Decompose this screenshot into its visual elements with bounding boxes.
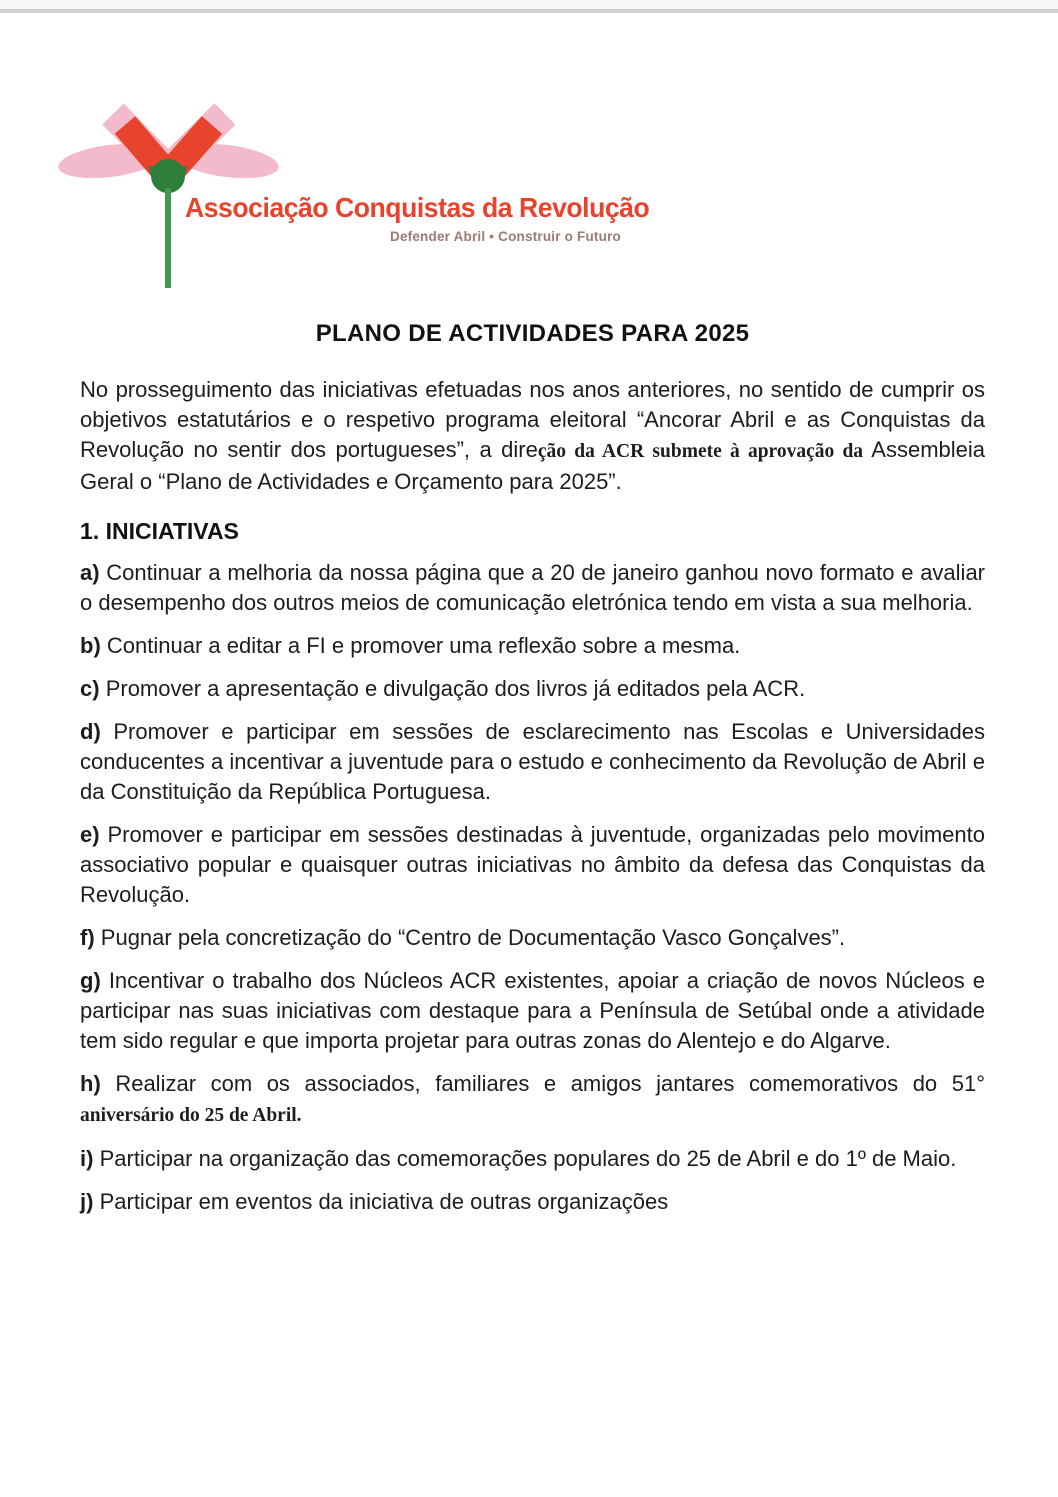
list-item <box>80 558 985 618</box>
text-run: Participar na organização das comemorações populares do 25 de Abril e do 1º de Maio. <box>99 1146 957 1171</box>
org-name: Associação Conquistas da Revolução <box>185 192 650 223</box>
text-run: Incentivar o trabalho dos Núcleos ACR existentes, apoiar a criação de novos Núcleos e participar nas suas iniciativas com destaque para a Península de Setúbal onde a atividade tem sido regular e que importa projetar para outras zonas do Alentejo e do Algarve. <box>80 968 985 1053</box>
item-label: g) <box>80 968 101 993</box>
item-label: d) <box>80 719 101 744</box>
list-item <box>80 923 985 953</box>
item-label: e) <box>80 822 100 847</box>
text-run: Participar em eventos da iniciativa de outras organizações <box>99 1189 669 1214</box>
item-label: c) <box>80 676 100 701</box>
document-content <box>80 320 985 1230</box>
text-run: No prosseguimento das iniciativas efetuadas nos anos anteriores, no sentido de cumprir os objetivos estatutários e o respetivo programa eleitoral “Ancorar Abril e as Conquistas da Revolução no sentir dos portugueses”, a dire <box>80 377 985 462</box>
list-item <box>80 1187 985 1217</box>
viewer-top-bar <box>0 0 1058 13</box>
item-label: b) <box>80 633 101 658</box>
text-run: Assembleia Geral o “Plano de Actividades e Orçamento para 2025”. <box>80 437 985 494</box>
item-label: a) <box>80 560 100 585</box>
text-run: Promover e participar em sessões destinadas à juventude, organizadas pelo movimento associativo popular e quaisquer outras iniciativas no âmbito da defesa das Conquistas da Revolução. <box>80 822 985 907</box>
list-item <box>80 674 985 704</box>
text-run: Promover e participar em sessões de esclarecimento nas Escolas e Universidades conducentes a incentivar a juventude para o estudo e conhecimento da Revolução de Abril e da Constituição da República Portuguesa. <box>80 719 985 804</box>
page-title: PLANO DE ACTIVIDADES PARA 2025 <box>315 320 750 347</box>
item-label: f) <box>80 925 95 950</box>
item-label: h) <box>80 1071 101 1096</box>
list-item <box>80 1144 985 1174</box>
list-item <box>80 966 985 1056</box>
carnation-flower-icon <box>55 88 355 288</box>
text-run: Pugnar pela concretização do “Centro de Documentação Vasco Gonçalves”. <box>100 925 846 950</box>
list-item <box>80 1069 985 1131</box>
text-run: Continuar a melhoria da nossa página que a 20 de janeiro ganhou novo formato e avaliar o desempenho dos outros meios de comunicação eletrónica tendo em vista a sua melhoria. <box>80 560 985 615</box>
text-run: Promover a apresentação e divulgação dos livros já editados pela ACR. <box>105 676 806 701</box>
text-run: ção da ACR submete à aprovação da <box>537 441 872 462</box>
text-run: aniversário do 25 de Abril. <box>80 1105 302 1126</box>
items-list <box>80 558 985 1217</box>
section-heading: 1. INICIATIVAS <box>80 518 239 544</box>
list-item <box>80 717 985 807</box>
intro-paragraph <box>80 375 985 497</box>
text-run: Realizar com os associados, familiares e amigos jantares comemorativos do 51° <box>115 1071 985 1096</box>
list-item <box>80 820 985 910</box>
text-run: Continuar a editar a FI e promover uma reflexão sobre a mesma. <box>106 633 741 658</box>
org-logo <box>55 88 695 298</box>
list-item <box>80 631 985 661</box>
item-label: j) <box>80 1189 94 1214</box>
item-label: i) <box>80 1146 94 1171</box>
org-tagline: Defender Abril • Construir o Futuro <box>390 229 621 244</box>
